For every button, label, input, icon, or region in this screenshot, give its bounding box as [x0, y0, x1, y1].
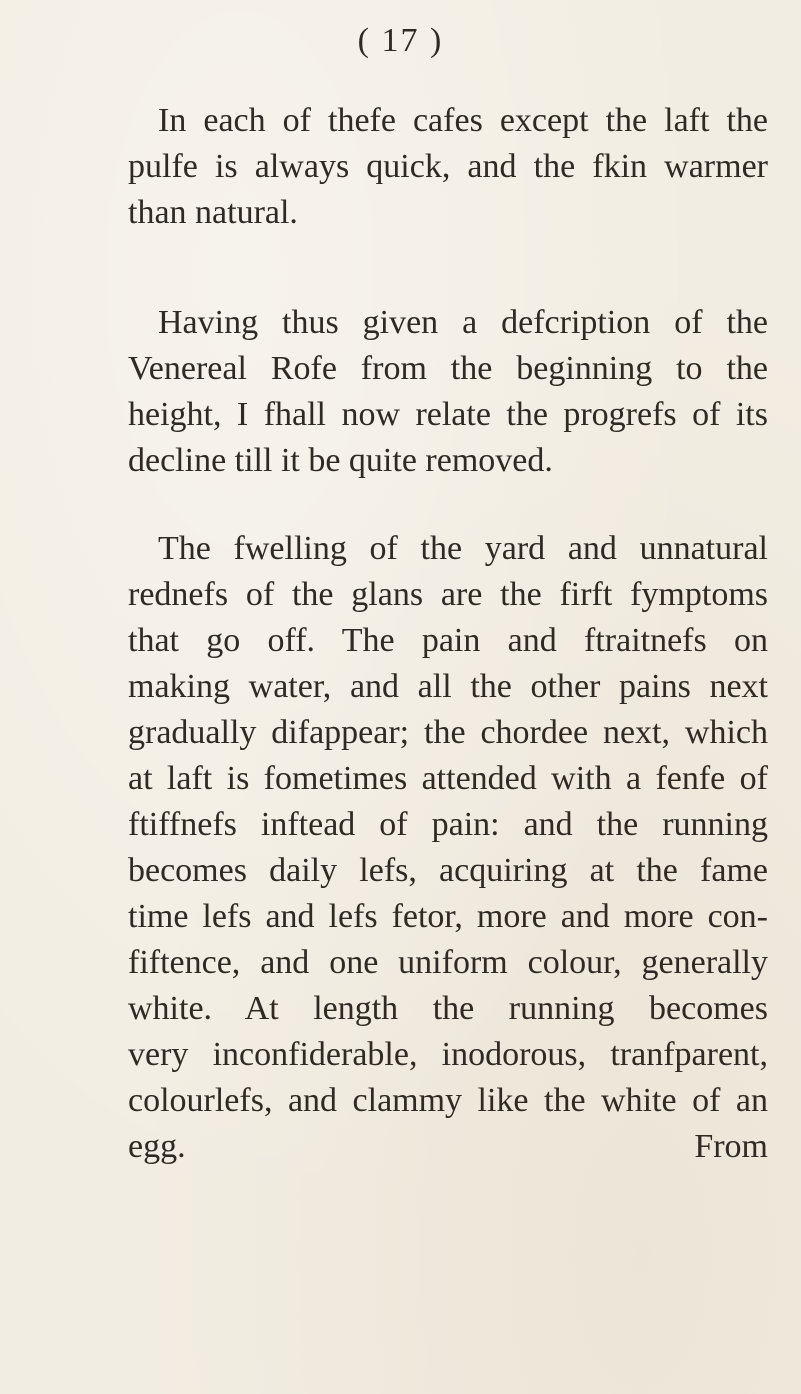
text-line: Venereal Rofe from the beginning to the: [128, 350, 768, 387]
text-line: becomes daily lefs, acquiring at the fame: [128, 852, 768, 889]
text-line: ftiffnefs inftead of pain: and the running: [128, 806, 768, 843]
text-line: colourlefs, and clammy like the white of an: [128, 1082, 768, 1119]
text-line: pulfe is always quick, and the fkin warmer: [128, 148, 768, 185]
text-line: that go off. The pain and ftraitnefs on: [128, 622, 768, 659]
final-line-start: egg.: [128, 1128, 186, 1165]
text-line: than natural.: [128, 194, 298, 231]
paragraph-3: [128, 526, 768, 1124]
text-line: fiftence, and one uniform colour, generally: [128, 944, 768, 981]
paragraph-1: [128, 98, 768, 236]
text-line: rednefs of the glans are the firft fymptoms: [128, 576, 768, 613]
text-line: time lefs and lefs fetor, more and more con-: [128, 898, 768, 935]
text-line: making water, and all the other pains next: [128, 668, 768, 705]
text-line: very inconfiderable, inodorous, tranfparent,: [128, 1036, 768, 1073]
text-line: The fwelling of the yard and unnatural: [158, 530, 768, 567]
text-line: at laft is fometimes attended with a fenfe of: [128, 760, 768, 797]
page-number: ( 17 ): [357, 22, 444, 59]
paragraph-2: [128, 300, 768, 484]
final-line-row: [128, 1124, 768, 1170]
text-line: In each of thefe cafes except the laft the: [158, 102, 768, 139]
text-line: Having thus given a defcription of the: [158, 304, 768, 341]
text-line: white. At length the running becomes: [128, 990, 768, 1027]
text-line: height, I fhall now relate the progrefs of its: [128, 396, 768, 433]
text-line: gradually difappear; the chordee next, which: [128, 714, 768, 751]
catchword: From: [694, 1128, 768, 1165]
text-line: decline till it be quite removed.: [128, 442, 553, 479]
